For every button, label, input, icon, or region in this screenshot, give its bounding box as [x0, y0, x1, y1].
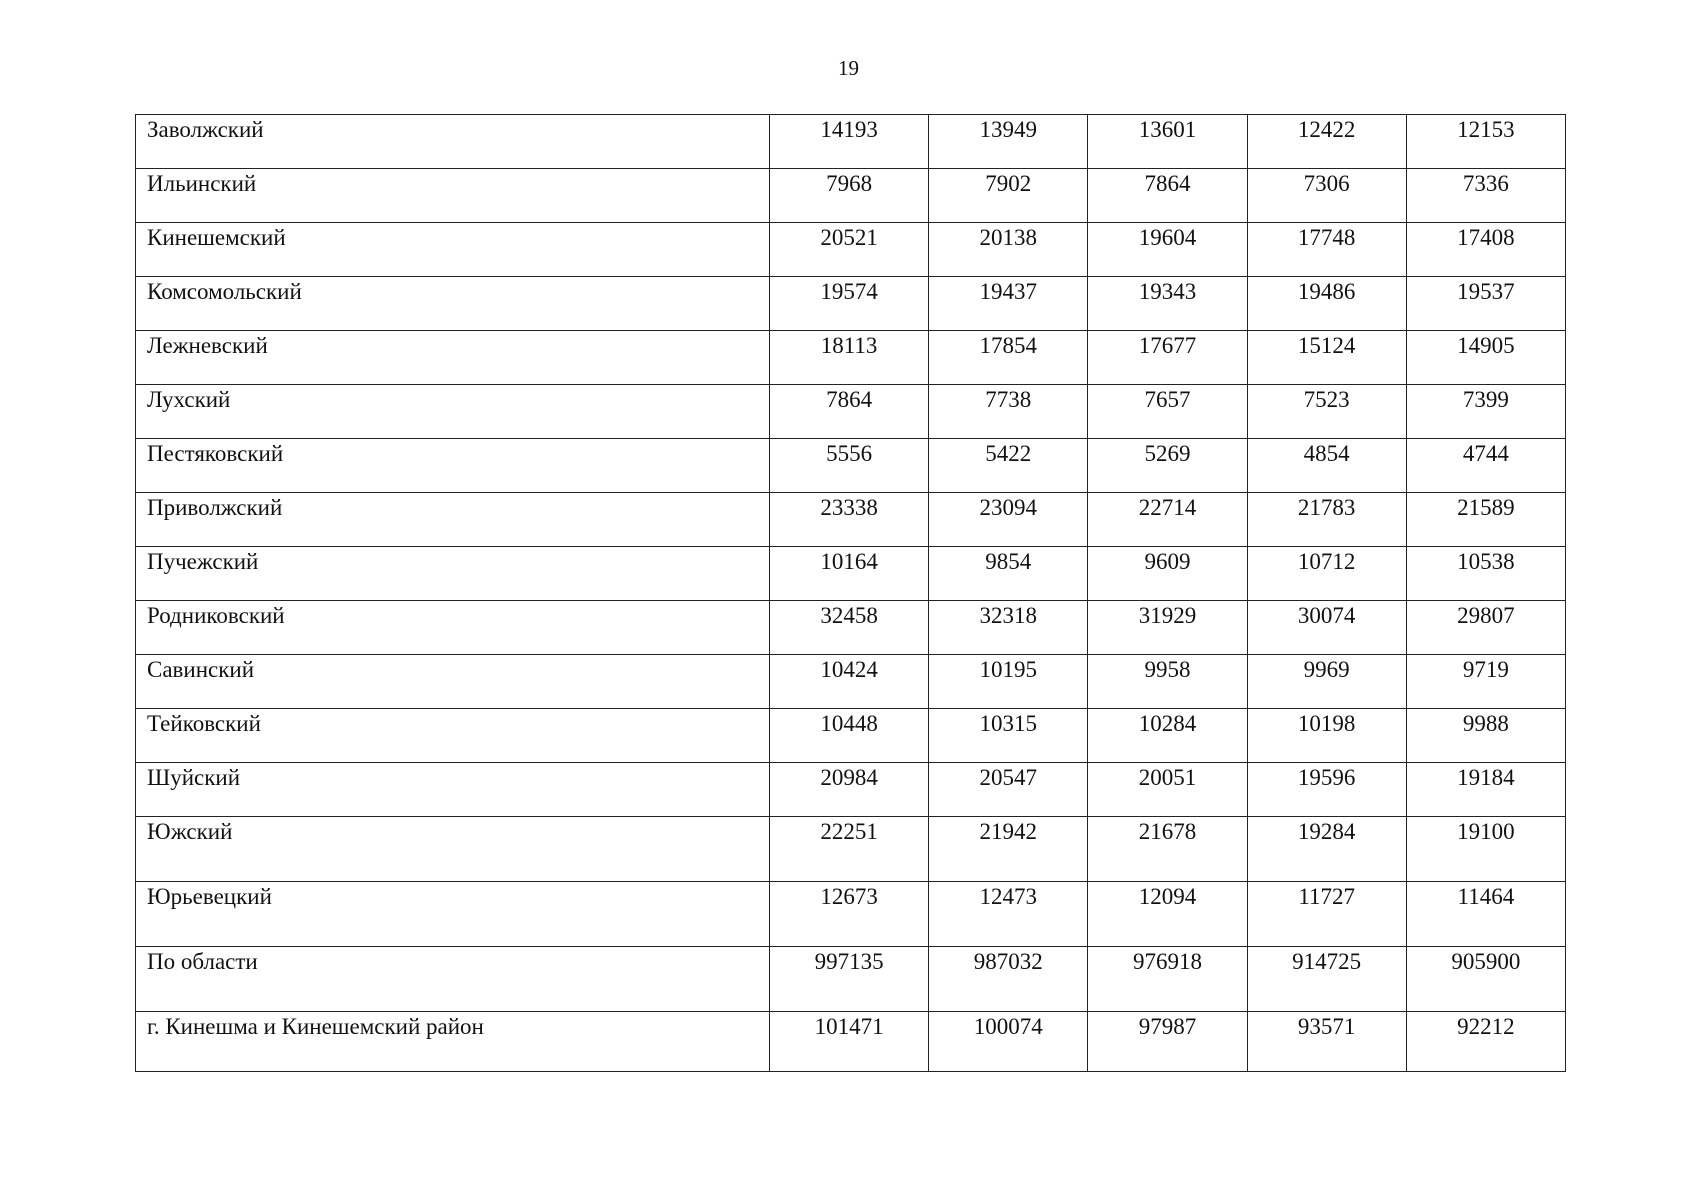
district-name: Лухский: [136, 385, 770, 439]
district-name: Ильинский: [136, 169, 770, 223]
value-cell: 19343: [1088, 277, 1247, 331]
district-name: Савинский: [136, 655, 770, 709]
value-cell: 12473: [929, 882, 1088, 947]
value-cell: 93571: [1247, 1012, 1406, 1072]
value-cell: 20547: [929, 763, 1088, 817]
value-cell: 7968: [770, 169, 929, 223]
value-cell: 32458: [770, 601, 929, 655]
value-cell: 9958: [1088, 655, 1247, 709]
value-cell: 19604: [1088, 223, 1247, 277]
value-cell: 13601: [1088, 115, 1247, 169]
value-cell: 21942: [929, 817, 1088, 882]
value-cell: 7738: [929, 385, 1088, 439]
table-row: [136, 763, 1566, 817]
value-cell: 19437: [929, 277, 1088, 331]
value-cell: 12422: [1247, 115, 1406, 169]
value-cell: 18113: [770, 331, 929, 385]
table-row: [136, 493, 1566, 547]
value-cell: 97987: [1088, 1012, 1247, 1072]
value-cell: 914725: [1247, 947, 1406, 1012]
value-cell: 23338: [770, 493, 929, 547]
table-row: [136, 169, 1566, 223]
value-cell: 10538: [1406, 547, 1565, 601]
table-row: [136, 601, 1566, 655]
value-cell: 4744: [1406, 439, 1565, 493]
value-cell: 14905: [1406, 331, 1565, 385]
value-cell: 5269: [1088, 439, 1247, 493]
value-cell: 11727: [1247, 882, 1406, 947]
table-row: [136, 115, 1566, 169]
value-cell: 21589: [1406, 493, 1565, 547]
value-cell: 19574: [770, 277, 929, 331]
population-table: [135, 114, 1566, 1072]
value-cell: 21783: [1247, 493, 1406, 547]
value-cell: 976918: [1088, 947, 1247, 1012]
value-cell: 14193: [770, 115, 929, 169]
value-cell: 20051: [1088, 763, 1247, 817]
value-cell: 20984: [770, 763, 929, 817]
value-cell: 10424: [770, 655, 929, 709]
value-cell: 905900: [1406, 947, 1565, 1012]
value-cell: 9969: [1247, 655, 1406, 709]
value-cell: 30074: [1247, 601, 1406, 655]
table-row: [136, 277, 1566, 331]
region-total-label: По области: [136, 947, 770, 1012]
value-cell: 19284: [1247, 817, 1406, 882]
district-name: Комсомольский: [136, 277, 770, 331]
value-cell: 23094: [929, 493, 1088, 547]
table-row: [136, 331, 1566, 385]
value-cell: 32318: [929, 601, 1088, 655]
table-row: [136, 385, 1566, 439]
district-name: Пучежский: [136, 547, 770, 601]
value-cell: 19486: [1247, 277, 1406, 331]
value-cell: 5556: [770, 439, 929, 493]
value-cell: 13949: [929, 115, 1088, 169]
district-name: Пестяковский: [136, 439, 770, 493]
value-cell: 7864: [770, 385, 929, 439]
value-cell: 20521: [770, 223, 929, 277]
value-cell: 10284: [1088, 709, 1247, 763]
district-name: Заволжский: [136, 115, 770, 169]
value-cell: 101471: [770, 1012, 929, 1072]
value-cell: 19100: [1406, 817, 1565, 882]
value-cell: 92212: [1406, 1012, 1565, 1072]
district-name: Шуйский: [136, 763, 770, 817]
value-cell: 10164: [770, 547, 929, 601]
value-cell: 9854: [929, 547, 1088, 601]
value-cell: 29807: [1406, 601, 1565, 655]
table-row: [136, 547, 1566, 601]
value-cell: 17748: [1247, 223, 1406, 277]
table-row: [136, 1012, 1566, 1072]
table-row: [136, 655, 1566, 709]
value-cell: 7399: [1406, 385, 1565, 439]
value-cell: 19184: [1406, 763, 1565, 817]
district-name: Родниковский: [136, 601, 770, 655]
value-cell: 12153: [1406, 115, 1565, 169]
value-cell: 10195: [929, 655, 1088, 709]
district-name: Юрьевецкий: [136, 882, 770, 947]
value-cell: 17408: [1406, 223, 1565, 277]
value-cell: 7902: [929, 169, 1088, 223]
value-cell: 7864: [1088, 169, 1247, 223]
value-cell: 7336: [1406, 169, 1565, 223]
table-row: [136, 882, 1566, 947]
value-cell: 31929: [1088, 601, 1247, 655]
value-cell: 17677: [1088, 331, 1247, 385]
value-cell: 20138: [929, 223, 1088, 277]
value-cell: 9609: [1088, 547, 1247, 601]
value-cell: 987032: [929, 947, 1088, 1012]
table-row: [136, 223, 1566, 277]
value-cell: 22714: [1088, 493, 1247, 547]
value-cell: 12094: [1088, 882, 1247, 947]
value-cell: 19596: [1247, 763, 1406, 817]
value-cell: 10315: [929, 709, 1088, 763]
value-cell: 12673: [770, 882, 929, 947]
value-cell: 21678: [1088, 817, 1247, 882]
district-name: Кинешемский: [136, 223, 770, 277]
value-cell: 10198: [1247, 709, 1406, 763]
value-cell: 9988: [1406, 709, 1565, 763]
table-row: [136, 817, 1566, 882]
value-cell: 15124: [1247, 331, 1406, 385]
page-number: 19: [838, 56, 859, 80]
value-cell: 10712: [1247, 547, 1406, 601]
district-name: Лежневский: [136, 331, 770, 385]
value-cell: 10448: [770, 709, 929, 763]
district-name: г. Кинешма и Кинешемский район: [136, 1012, 770, 1072]
value-cell: 100074: [929, 1012, 1088, 1072]
table-row-total: [136, 947, 1566, 1012]
value-cell: 17854: [929, 331, 1088, 385]
value-cell: 11464: [1406, 882, 1565, 947]
district-name: Приволжский: [136, 493, 770, 547]
value-cell: 5422: [929, 439, 1088, 493]
value-cell: 7306: [1247, 169, 1406, 223]
value-cell: 9719: [1406, 655, 1565, 709]
value-cell: 997135: [770, 947, 929, 1012]
table-row: [136, 439, 1566, 493]
value-cell: 7523: [1247, 385, 1406, 439]
value-cell: 19537: [1406, 277, 1565, 331]
district-name: Тейковский: [136, 709, 770, 763]
value-cell: 4854: [1247, 439, 1406, 493]
table-row: [136, 709, 1566, 763]
value-cell: 7657: [1088, 385, 1247, 439]
value-cell: 22251: [770, 817, 929, 882]
district-name: Южский: [136, 817, 770, 882]
